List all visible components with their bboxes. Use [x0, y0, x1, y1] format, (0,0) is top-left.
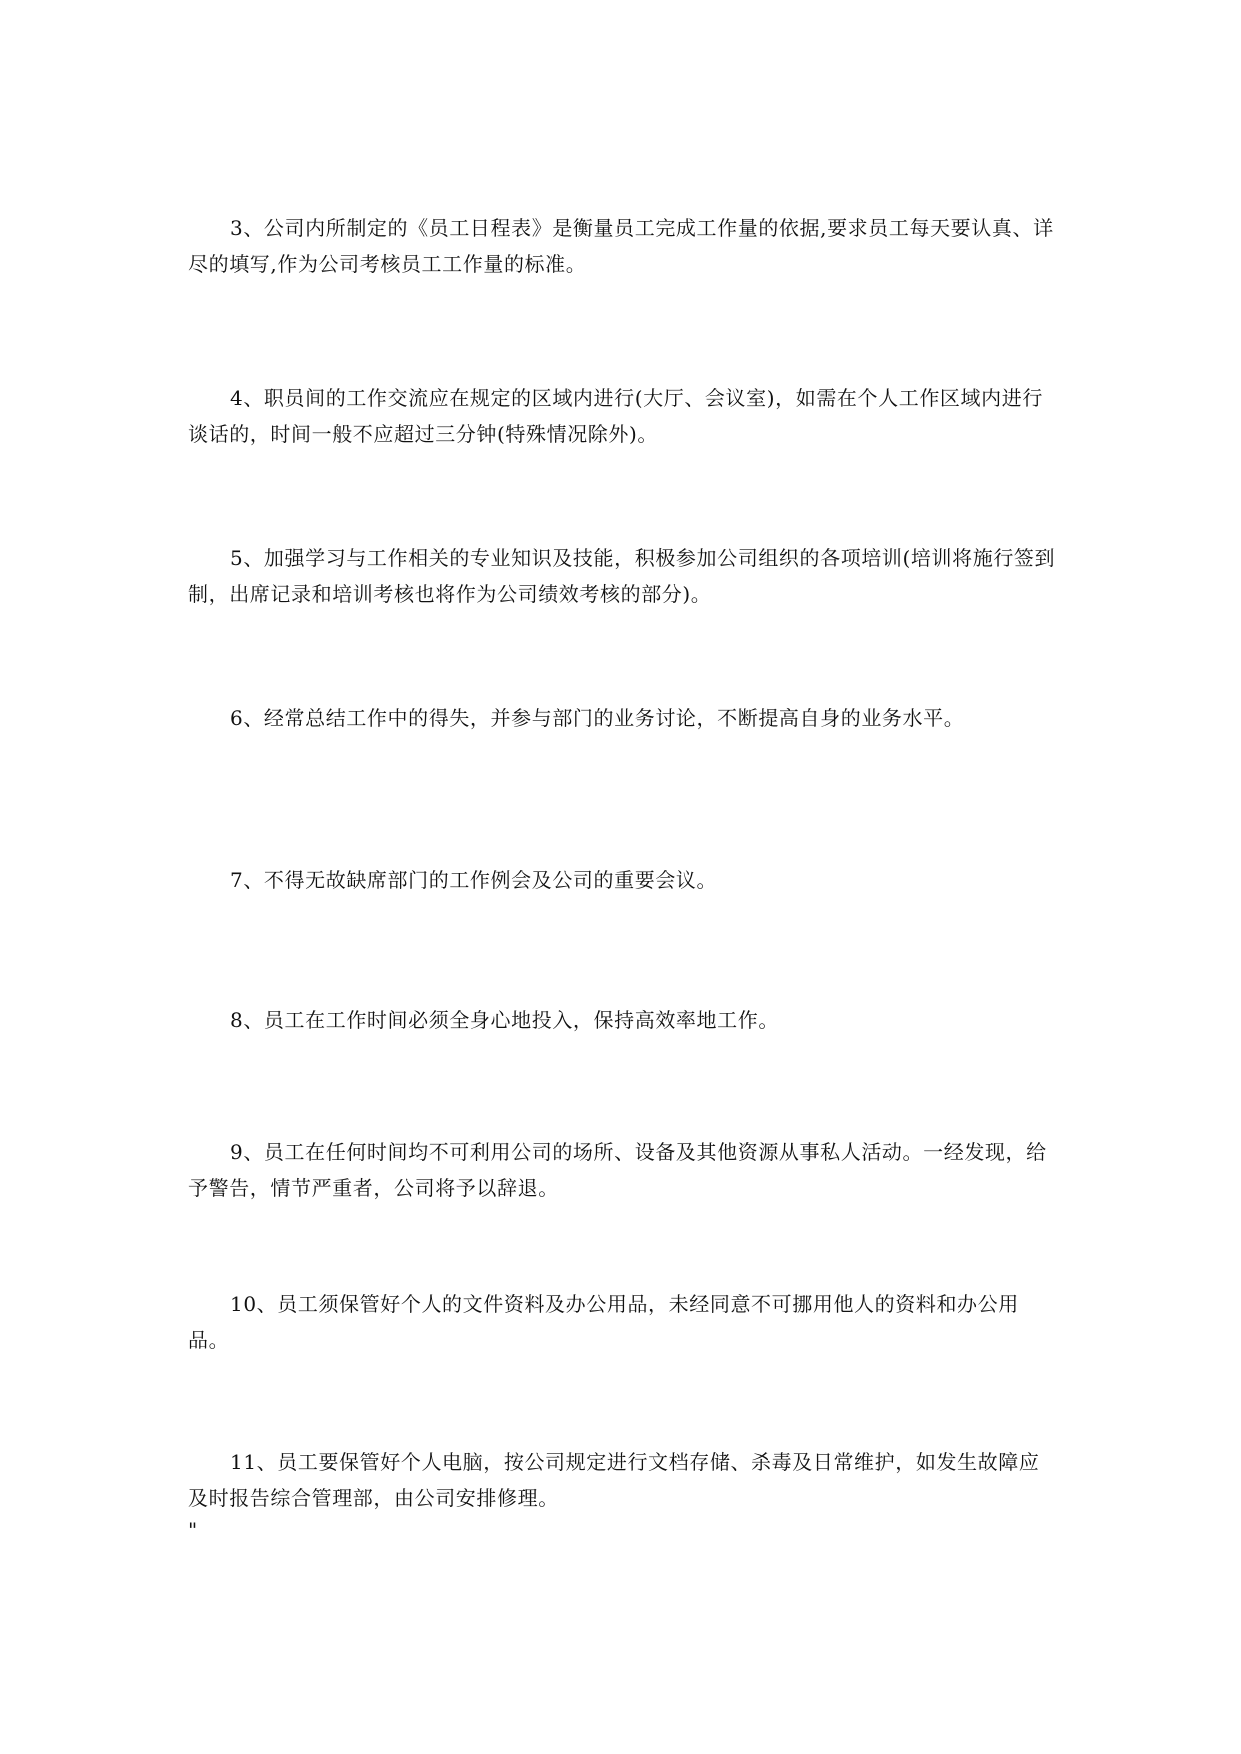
paragraph-item-9: 9、员工在任何时间均不可利用公司的场所、设备及其他资源从事私人活动。一经发现，给予警告，情节严重者，公司将予以辞退。 — [188, 1140, 1047, 1200]
paragraph-item-3: 3、公司内所制定的《员工日程表》是衡量员工完成工作量的依据,要求员工每天要认真、详尽的填写,作为公司考核员工工作量的标准。 — [188, 216, 1054, 276]
paragraph-item-10: 10、员工须保管好个人的文件资料及办公用品，未经同意不可挪用他人的资料和办公用品。 — [188, 1292, 1019, 1352]
paragraph-item-6: 6、经常总结工作中的得失，并参与部门的业务讨论，不断提高自身的业务水平。 — [230, 706, 965, 730]
paragraph-item-4: 4、职员间的工作交流应在规定的区域内进行(大厅、会议室)，如需在个人工作区域内进行谈话的，时间一般不应超过三分钟(特殊情况除外)。 — [188, 386, 1043, 446]
paragraph-item-7: 7、不得无故缺席部门的工作例会及公司的重要会议。 — [230, 868, 718, 892]
paragraph-item-8: 8、员工在工作时间必须全身心地投入，保持高效率地工作。 — [230, 1008, 779, 1032]
paragraph-item-11: 11、员工要保管好个人电脑，按公司规定进行文档存储、杀毒及日常维护，如发生故障应及时报告综合管理部，由公司安排修理。 — [188, 1450, 1040, 1510]
paragraph-item-5: 5、加强学习与工作相关的专业知识及技能，积极参加公司组织的各项培训(培训将施行签到制，出席记录和培训考核也将作为公司绩效考核的部分)。 — [188, 546, 1056, 606]
trailing-quote-mark: " — [188, 1518, 198, 1542]
